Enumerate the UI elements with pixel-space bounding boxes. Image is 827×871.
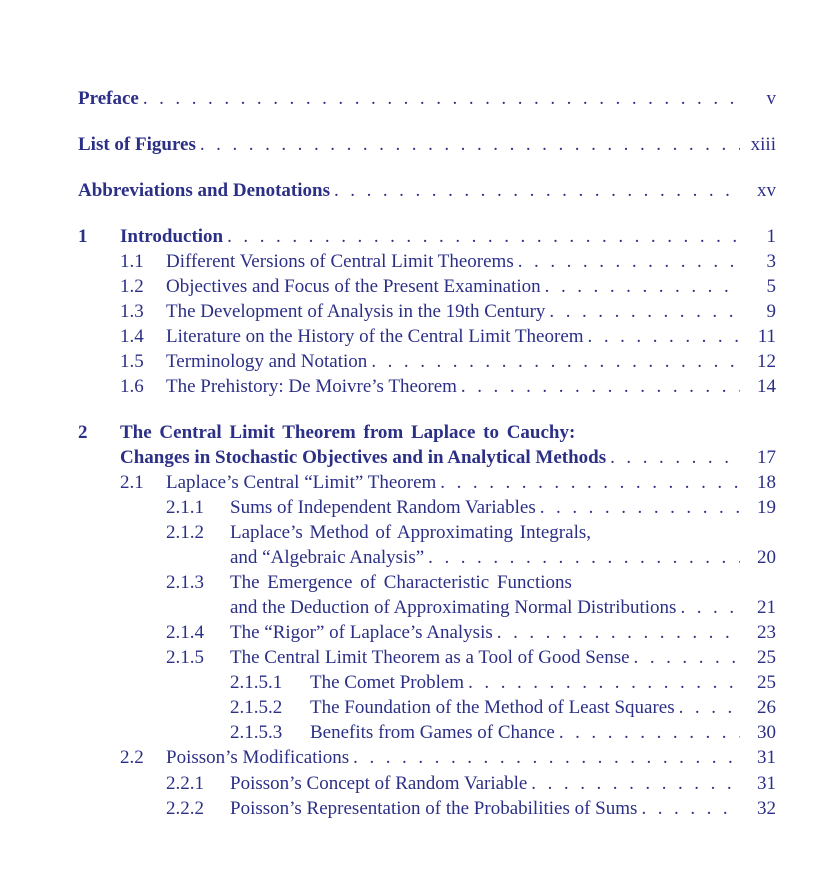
entry-title: Preface xyxy=(78,88,139,109)
toc-entry-subsection[interactable] xyxy=(230,771,776,797)
toc-entry-section[interactable] xyxy=(166,249,776,275)
dot-leader xyxy=(461,374,740,400)
entry-title: The “Rigor” of Laplace’s Analysis xyxy=(230,622,493,643)
toc-entry-subsection[interactable] xyxy=(230,545,776,571)
dot-leader xyxy=(540,495,740,521)
toc-entry-abbreviations[interactable] xyxy=(78,178,776,204)
dot-leader xyxy=(545,274,740,300)
section-number: 1.1 xyxy=(120,251,144,272)
page-number: 5 xyxy=(766,276,776,297)
toc-entry-subsubsection[interactable] xyxy=(310,670,776,696)
dot-leader xyxy=(610,445,740,471)
toc-entry-subsection[interactable] xyxy=(230,495,776,521)
chapter-number: 2 xyxy=(78,422,88,443)
toc-entry-section[interactable] xyxy=(166,299,776,325)
dot-leader xyxy=(200,132,740,158)
dot-leader xyxy=(641,796,740,822)
dot-leader xyxy=(531,771,740,797)
page-number: 20 xyxy=(757,547,776,568)
subsection-title-line-1[interactable]: Laplace’s Method of Approximating Integrals, xyxy=(230,522,591,543)
section-number: 1.4 xyxy=(120,326,144,347)
dot-leader xyxy=(143,86,740,112)
subsection-number: 2.2.2 xyxy=(166,798,204,819)
dot-leader xyxy=(334,178,740,204)
entry-title: The Prehistory: De Moivre’s Theorem xyxy=(166,376,457,397)
page-number: 32 xyxy=(757,798,776,819)
dot-leader xyxy=(680,595,740,621)
page-number: 18 xyxy=(757,472,776,493)
section-number: 1.2 xyxy=(120,276,144,297)
chapter-title-line-1[interactable]: The Central Limit Theorem from Laplace to Cauchy: xyxy=(120,422,576,443)
entry-title: Abbreviations and Denotations xyxy=(78,180,330,201)
subsection-number: 2.1.2 xyxy=(166,522,204,543)
page-number: 1 xyxy=(766,226,776,247)
entry-title: Changes in Stochastic Objectives and in Analytical Methods xyxy=(120,447,607,468)
dot-leader xyxy=(468,670,740,696)
dot-leader xyxy=(559,720,740,746)
toc-entry-subsection[interactable] xyxy=(230,620,776,646)
toc-entry-subsection[interactable] xyxy=(230,595,776,621)
subsection-number: 2.1.1 xyxy=(166,497,204,518)
subsection-number: 2.1.5 xyxy=(166,647,204,668)
section-number: 2.1 xyxy=(120,472,144,493)
toc-entry-section[interactable] xyxy=(166,470,776,496)
entry-title: Sums of Independent Random Variables xyxy=(230,497,536,518)
entry-title: The Central Limit Theorem as a Tool of Good Sense xyxy=(230,647,630,668)
entry-title: Introduction xyxy=(120,226,224,247)
section-number: 1.5 xyxy=(120,351,144,372)
page-number: 21 xyxy=(757,597,776,618)
page-number: 9 xyxy=(766,301,776,322)
subsection-number: 2.1.4 xyxy=(166,622,204,643)
dot-leader xyxy=(679,695,740,721)
entry-title: Poisson’s Representation of the Probabilities of Sums xyxy=(230,798,638,819)
page-number: xv xyxy=(757,180,776,201)
subsection-number: 2.1.3 xyxy=(166,572,204,593)
entry-title: and the Deduction of Approximating Normal Distributions xyxy=(230,597,677,618)
toc-entry-section[interactable] xyxy=(166,374,776,400)
toc-entry-preface[interactable] xyxy=(78,86,776,112)
page-number: 25 xyxy=(757,672,776,693)
toc-entry-subsubsection[interactable] xyxy=(310,720,776,746)
subsubsection-number: 2.1.5.3 xyxy=(230,722,283,743)
subsubsection-number: 2.1.5.1 xyxy=(230,672,283,693)
entry-title: The Comet Problem xyxy=(310,672,465,693)
entry-title: Terminology and Notation xyxy=(166,351,368,372)
dot-leader xyxy=(227,224,740,250)
entry-title: List of Figures xyxy=(78,134,196,155)
page-number: 23 xyxy=(757,622,776,643)
chapter-number: 1 xyxy=(78,226,88,247)
page-number: 17 xyxy=(757,447,776,468)
page-number: 12 xyxy=(757,351,776,372)
dot-leader xyxy=(634,645,740,671)
subsubsection-number: 2.1.5.2 xyxy=(230,697,283,718)
toc-entry-subsubsection[interactable] xyxy=(310,695,776,721)
entry-title: Different Versions of Central Limit Theorems xyxy=(166,251,514,272)
page-number: 31 xyxy=(757,747,776,768)
toc-entry-list-of-figures[interactable] xyxy=(78,132,776,158)
subsection-number: 2.2.1 xyxy=(166,773,204,794)
page-number: xiii xyxy=(750,134,776,155)
entry-title: The Development of Analysis in the 19th Century xyxy=(166,301,546,322)
page-number: 19 xyxy=(757,497,776,518)
page-number: 31 xyxy=(757,773,776,794)
page-number: 25 xyxy=(757,647,776,668)
toc-entry-chapter-2[interactable] xyxy=(120,445,776,471)
page-number: 26 xyxy=(757,697,776,718)
dot-leader xyxy=(518,249,740,275)
toc-entry-subsection[interactable] xyxy=(230,645,776,671)
toc-entry-section[interactable] xyxy=(166,324,776,350)
dot-leader xyxy=(497,620,740,646)
entry-title: and “Algebraic Analysis” xyxy=(230,547,425,568)
entry-title: Laplace’s Central “Limit” Theorem xyxy=(166,472,437,493)
page-number: 14 xyxy=(757,376,776,397)
dot-leader xyxy=(440,470,740,496)
section-number: 1.3 xyxy=(120,301,144,322)
entry-title: Objectives and Focus of the Present Examination xyxy=(166,276,541,297)
dot-leader xyxy=(371,349,740,375)
entry-title: Literature on the History of the Central Limit Theorem xyxy=(166,326,584,347)
entry-title: Benefits from Games of Chance xyxy=(310,722,555,743)
section-number: 1.6 xyxy=(120,376,144,397)
dot-leader xyxy=(588,324,740,350)
page-number: 3 xyxy=(766,251,776,272)
toc-entry-section[interactable] xyxy=(166,274,776,300)
toc-entry-subsection[interactable] xyxy=(230,796,776,822)
page-number: 11 xyxy=(757,326,776,347)
dot-leader xyxy=(428,545,740,571)
entry-title: Poisson’s Modifications xyxy=(166,747,350,768)
entry-title: The Foundation of the Method of Least Squares xyxy=(310,697,675,718)
entry-title: Poisson’s Concept of Random Variable xyxy=(230,773,528,794)
toc-entry-section[interactable] xyxy=(166,745,776,771)
toc-entry-chapter-1[interactable] xyxy=(120,224,776,250)
page-number: v xyxy=(766,88,776,109)
toc-entry-section[interactable] xyxy=(166,349,776,375)
page-number: 30 xyxy=(757,722,776,743)
dot-leader xyxy=(353,745,740,771)
subsection-title-line-1[interactable]: The Emergence of Characteristic Functions xyxy=(230,572,572,593)
section-number: 2.2 xyxy=(120,747,144,768)
dot-leader xyxy=(549,299,740,325)
